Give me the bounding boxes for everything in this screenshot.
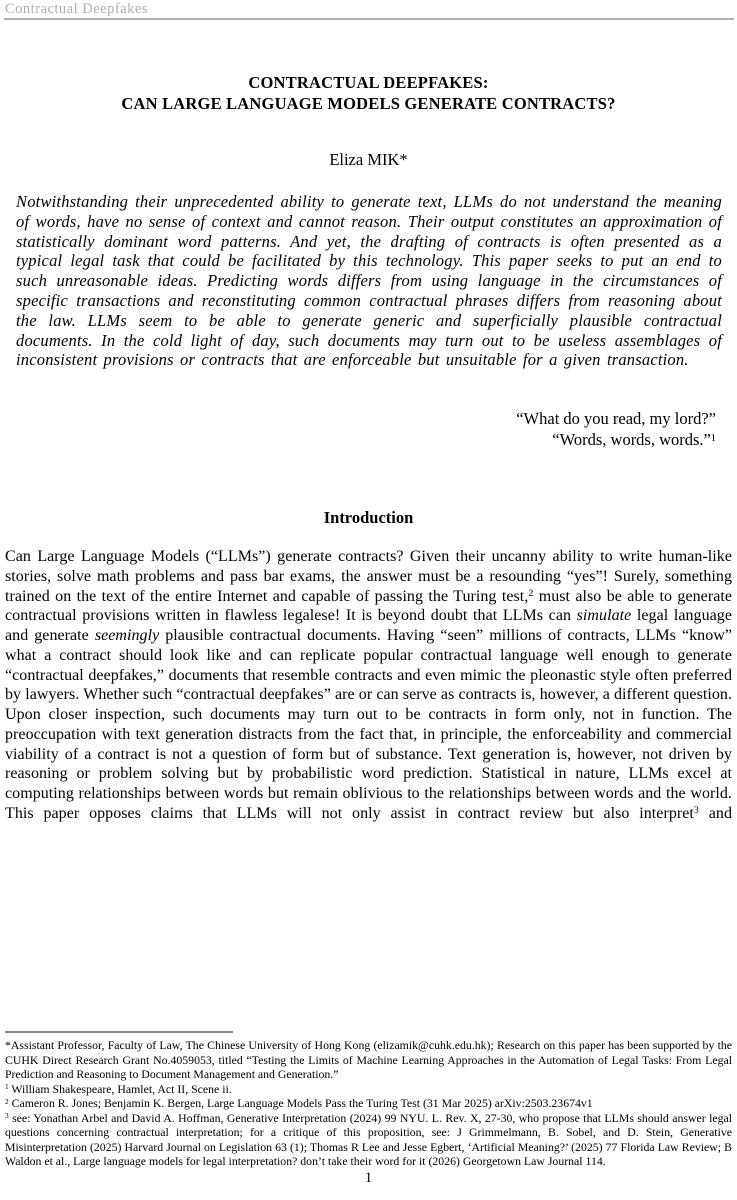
footnote-1 (5, 1082, 732, 1097)
section-heading: Introduction (323, 508, 414, 528)
intro-paragraph: Can Large Language Models (“LLMs”) generate contracts? Given their uncanny ability to write human-like stories, solve math problems and pass bar exams, the answer must be a resounding “yes”! Surely, something trained on the text of the entire Internet and capable of passing the Turing test,$^2$ must also be able to generate contractual provisions written in flawless legalese! It is beyond doubt that LLMs can simulate legal language and generate seemingly plausible contractual documents. Having “seen” millions of contracts, LLMs “know” what a contract should look like and can replicate popular contractual language well enough to generate “contractual deepfakes,” documents that resemble contracts and even mimic the pleonastic style often preferred by lawyers. Whether such “contractual deepfakes” are or can serve as contracts is, however, a different question. Upon closer inspection, such documents may turn out to be contracts in form only, not in function. The preoccupation with text generation distracts from the fact that, in principle, the enforceability and commercial viability of a contract is not a question of form but of substance. Text generation is, however, not driven by reasoning or problem solving but by probabilistic word prediction. Statistical in nature, LLMs excel at computing relationships between words but remain oblivious to the relationships between words and the world. This paper opposes claims that LLMs will not only assist in contract review but also interpret$^3$ and (5, 548, 733, 822)
footnote-1-number: 1 (5, 1082, 9, 1092)
author-line: Eliza MIK* (329, 150, 408, 169)
footnote-ref-1: 1 (710, 432, 716, 444)
footnote-1-text: William Shakespeare, Hamlet, Act II, Scene ii. (8, 1081, 232, 1096)
footnote-3-number: 3 (5, 1111, 9, 1121)
footnote-2 (5, 1096, 732, 1111)
epigraph-line2 (5, 429, 716, 450)
abstract: Notwithstanding their unprecedented ability to generate text, LLMs do not understand the meaning of words, have no sense of context and cannot reason. Their output constitutes an approximation of statistically dominant word patterns. And yet, the drafting of contracts is often presented as a typical legal task that could be facilitated by this technology. This paper seeks to put an end to such unreasonable ideas. Predicting words differs from using language in the circumstances of specific transactions and reconstituting common contractual phrases differs from reasoning about the law. LLMs seem to be able to generate generic and superficially plausible contractual documents. In the cold light of day, such documents may turn out to be useless assemblages of inconsistent provisions or contracts that are enforceable but unsuitable for a given transaction. (16, 192, 722, 370)
footnote-separator (5, 1031, 233, 1033)
footnote-2-number: 2 (5, 1096, 9, 1106)
paper-title-line1: CONTRACTUAL DEEPFAKES: (248, 73, 489, 92)
footnote-3-text: see: Yonathan Arbel and David A. Hoffman, Generative Interpretation (2024) 99 NYU. L. Rev. X, 27-30, who propose that LLMs should answer legal questions concerning contractual interpretation; for a critique of this proposition, see: J Grimmelmann, B. Sobel, and D. Stein, Generative Misinterpretation (2025) Harvard Journal on Legislation 63 (1); Thomas R Lee and Jesse Egbert, ‘Artificial Meaning?’ (2025) 77 Florida Law Review; B Waldon et al., Large language models for legal interpretation? don’t take their word for it (2026) Georgetown Law Journal 114. (5, 1110, 732, 1169)
footnote-2-text: Cameron R. Jones; Benjamin K. Bergen, Large Language Models Pass the Turing Test (31 Mar 2025) arXiv:2503.23674v1 (8, 1096, 593, 1111)
footnote-3 (5, 1111, 732, 1169)
epigraph (5, 408, 716, 450)
paper-title (5, 72, 732, 114)
running-header-title: Contractual Deepfakes (5, 1, 148, 17)
running-header (4, 0, 734, 20)
epigraph-line1: “What do you read, my lord?” (516, 409, 716, 429)
page-content (5, 18, 732, 824)
paper-title-line2: CAN LARGE LANGUAGE MODELS GENERATE CONTRACTS? (121, 94, 616, 113)
page-number: 1 (364, 1170, 373, 1186)
footnote-star: *Assistant Professor, Faculty of Law, The Chinese University of Hong Kong (elizamik@cuhk.edu.hk); Research on this paper has been supported by the CUHK Direct Research Grant No.4059053, titled “Testing the Limits of Machine Learning Approaches in the Automation of Legal Tasks: From Legal Prediction and Reasoning to Document Management and Generation.” (5, 1038, 732, 1082)
epigraph-line2-text: “Words, words, words.” (552, 430, 711, 450)
footnote-area (5, 1031, 732, 1169)
